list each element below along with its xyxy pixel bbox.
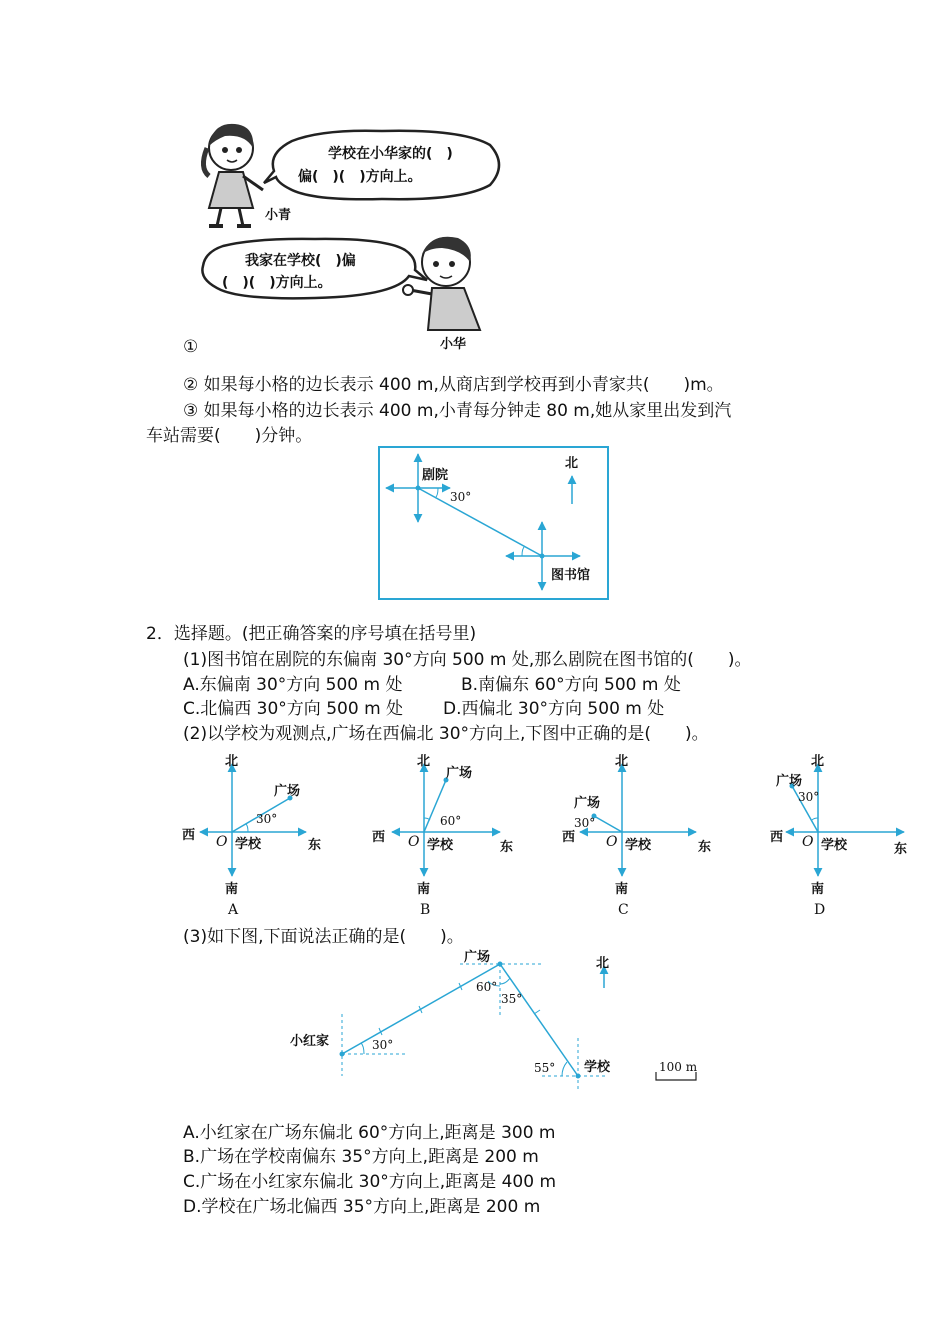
subquestion-2: ② 如果每小格的边长表示 400 m,从商店到学校再到小青家共( )m。: [183, 375, 724, 395]
q2-3-option-c: C.广场在小红家东偏北 30°方向上,距离是 400 m: [183, 1172, 557, 1192]
b-south: 南: [417, 882, 431, 897]
b-north: 北: [417, 754, 431, 769]
map2-square-label: 广场: [464, 950, 491, 965]
q2-1-option-c: C.北偏西 30°方向 500 m 处: [183, 699, 404, 719]
map1-angle-label: 30°: [450, 490, 472, 504]
question-2-title: 2．选择题。(把正确答案的序号填在括号里): [146, 624, 477, 644]
character-name-xiaoqing: 小青: [265, 208, 292, 223]
c-origin: O: [606, 834, 618, 850]
girl-figure-icon: [195, 118, 270, 230]
character-name-xiaohua: 小华: [440, 337, 467, 352]
map2-angle-60: 60°: [476, 980, 498, 994]
map1-north-label: 北: [565, 456, 579, 471]
question-2-1: (1)图书馆在剧院的东偏南 30°方向 500 m 处,那么剧院在图书馆的( )。: [183, 650, 752, 670]
b-east: 东: [500, 840, 514, 855]
c-north: 北: [615, 754, 629, 769]
c-south: 南: [615, 882, 629, 897]
c-angle: 30°: [574, 816, 596, 830]
compass-diagrams: [180, 750, 920, 920]
b-west: 西: [372, 830, 386, 845]
a-school: 学校: [235, 837, 262, 852]
q2-3-option-a: A.小红家在广场东偏北 60°方向上,距离是 300 m: [183, 1123, 556, 1143]
bubble2-line2: ( )( )方向上。: [222, 275, 332, 291]
map2-angle-35: 35°: [501, 992, 523, 1006]
c-east: 东: [698, 840, 712, 855]
bubble1-line1: 学校在小华家的( ): [328, 146, 453, 162]
b-letter: B: [420, 902, 431, 918]
a-angle: 30°: [256, 812, 278, 826]
map2-angle-30: 30°: [372, 1038, 394, 1052]
b-angle: 60°: [440, 814, 462, 828]
bubble2-line1: 我家在学校( )偏: [245, 253, 356, 269]
a-square: 广场: [274, 784, 301, 799]
map-home-square-school: [280, 940, 720, 1090]
question-2-2: (2)以学校为观测点,广场在西偏北 30°方向上,下图中正确的是( )。: [183, 724, 709, 744]
bubble1-line2: 偏( )( )方向上。: [298, 169, 422, 185]
d-east: 东: [894, 842, 908, 857]
q2-1-option-b: B.南偏东 60°方向 500 m 处: [461, 675, 681, 695]
a-letter: A: [228, 902, 239, 918]
a-east: 东: [308, 838, 322, 853]
d-origin: O: [802, 834, 814, 850]
map2-scale-label: 100 m: [659, 1060, 698, 1074]
q2-3-option-b: B.广场在学校南偏东 35°方向上,距离是 200 m: [183, 1147, 539, 1167]
map2-north-label: 北: [596, 956, 610, 971]
question-2-3: (3)如下图,下面说法正确的是( )。: [183, 927, 464, 947]
d-west: 西: [770, 830, 784, 845]
d-letter: D: [814, 902, 826, 918]
b-origin: O: [408, 834, 420, 850]
a-origin: O: [216, 834, 228, 850]
map1-library-label: 图书馆: [551, 568, 591, 583]
d-angle: 30°: [798, 790, 820, 804]
d-square: 广场: [776, 774, 803, 789]
q2-3-option-d: D.学校在广场北偏西 35°方向上,距离是 200 m: [183, 1197, 541, 1217]
d-school: 学校: [821, 838, 848, 853]
map2-school-label: 学校: [584, 1060, 611, 1075]
q2-1-option-d: D.西偏北 30°方向 500 m 处: [443, 699, 665, 719]
c-west: 西: [562, 830, 576, 845]
a-west: 西: [182, 828, 196, 843]
subquestion-3-line2: 车站需要( )分钟。: [146, 426, 313, 446]
b-square: 广场: [446, 766, 473, 781]
diagram-a: [180, 750, 330, 900]
subquestion-3-line1: ③ 如果每小格的边长表示 400 m,小青每分钟走 80 m,她从家里出发到汽: [183, 401, 732, 421]
subquestion-marker-1: ①: [183, 337, 199, 357]
a-south: 南: [225, 882, 239, 897]
a-north: 北: [225, 754, 239, 769]
c-letter: C: [618, 902, 629, 918]
map2-angle-55: 55°: [534, 1061, 556, 1075]
c-school: 学校: [625, 838, 652, 853]
map2-home-label: 小红家: [290, 1034, 330, 1049]
q2-1-option-a: A.东偏南 30°方向 500 m 处: [183, 675, 403, 695]
c-square: 广场: [574, 796, 601, 811]
d-north: 北: [811, 754, 825, 769]
b-school: 学校: [427, 838, 454, 853]
boy-figure-icon: [402, 232, 492, 332]
d-south: 南: [811, 882, 825, 897]
map1-theater-label: 剧院: [422, 468, 449, 483]
